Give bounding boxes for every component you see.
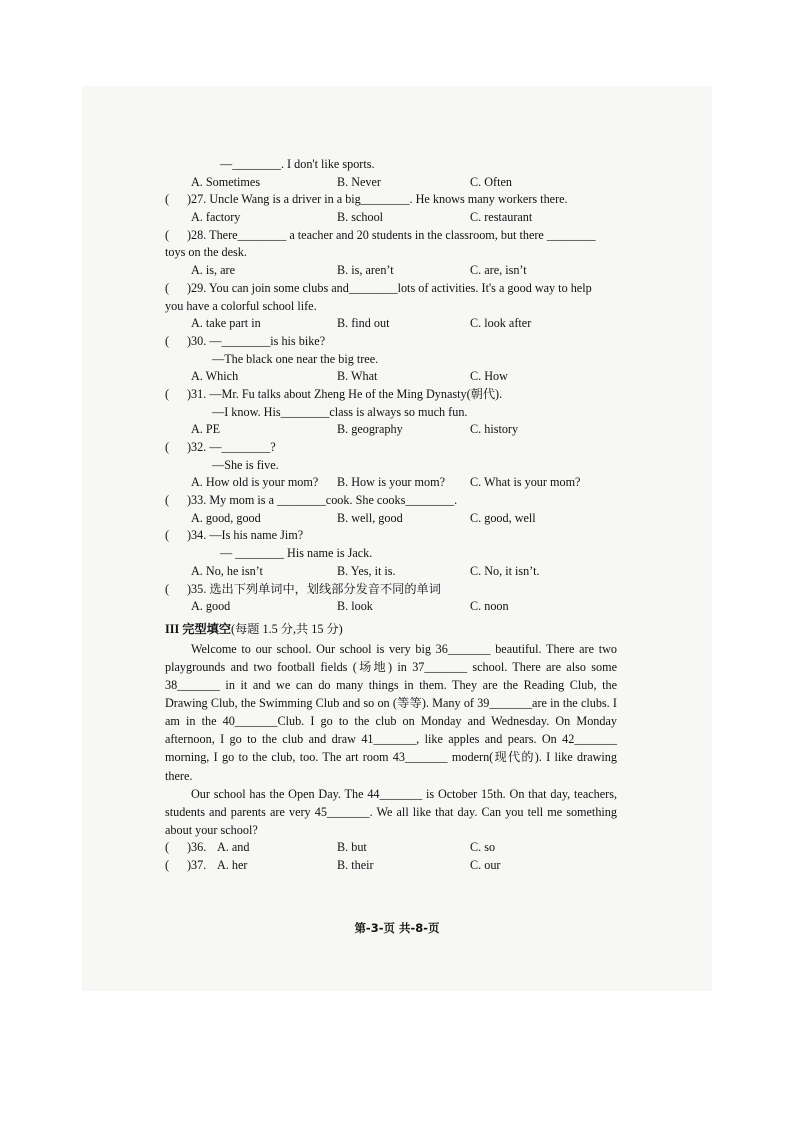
option-b[interactable]: B. their bbox=[337, 857, 374, 872]
option-a[interactable]: A. is, are bbox=[191, 263, 235, 278]
options-row bbox=[165, 510, 617, 528]
options-row bbox=[165, 563, 617, 581]
question-30: ( )30. —________is his bike? bbox=[165, 333, 326, 348]
question-line: —I know. His________class is always so much fun. bbox=[212, 404, 468, 419]
option-c[interactable]: C. What is your mom? bbox=[470, 475, 581, 490]
option-c[interactable]: C. so bbox=[470, 839, 496, 854]
option-c[interactable]: C. How bbox=[470, 369, 508, 384]
option-c[interactable]: C. are, isn’t bbox=[470, 263, 527, 278]
question-line: — ________ His name is Jack. bbox=[220, 546, 373, 561]
option-b[interactable]: B. school bbox=[337, 210, 384, 225]
options-row bbox=[165, 598, 617, 616]
question-37: ( )37. A. her B. their C. our bbox=[165, 857, 617, 875]
option-b[interactable]: B. Yes, it is. bbox=[337, 563, 396, 578]
question-line: —The black one near the big tree. bbox=[212, 351, 379, 366]
option-a[interactable]: A. take part in bbox=[191, 316, 261, 331]
worksheet-content bbox=[165, 156, 617, 874]
option-c[interactable]: C. Often bbox=[470, 174, 512, 189]
option-b[interactable]: B. well, good bbox=[337, 510, 403, 525]
section-title: III 完型填空(每题 1.5 分,共 15 分) bbox=[165, 621, 343, 636]
question-32: ( )32. —________? bbox=[165, 440, 276, 454]
options-row bbox=[165, 368, 617, 386]
option-c[interactable]: C. restaurant bbox=[470, 210, 533, 225]
question-36: ( )36. A. and B. but C. so bbox=[165, 839, 617, 857]
options-row bbox=[165, 262, 617, 280]
option-a[interactable]: A. Sometimes bbox=[191, 174, 261, 189]
option-b[interactable]: B. is, aren’t bbox=[337, 263, 394, 278]
question-line: —________. I don't like sports. bbox=[220, 157, 375, 171]
options-row bbox=[165, 421, 617, 439]
page-footer: 第-3-页 共-8-页 bbox=[354, 921, 440, 935]
option-a[interactable]: A. No, he isn’t bbox=[191, 563, 263, 578]
option-a[interactable]: A. good, good bbox=[191, 510, 261, 525]
option-c[interactable]: C. history bbox=[470, 422, 519, 437]
question-35: ( )35. 选出下列单词中，划线部分发音不同的单词 bbox=[165, 581, 441, 596]
options-row bbox=[165, 209, 617, 227]
cloze-paragraph: Welcome to our school. Our school is very big 36_______ beautiful. There are two playgrounds and two football fields (场地) in 37_______ school. There are also some 38_______ in it and we can do many things in them. They are the Reading Club, the Drawing Club, the Swimming Club and so on (等等). Many of 39_______are in the clubs. I am in the 40_______Club. I go to the club on Monday and Wednesday. On Monday afternoon, I go to the club and draw 41_______, like apples and pears. On 42_______ morning, I go to the club, too. The art room 43_______ modern(现代的). I like drawing there. bbox=[165, 641, 617, 783]
option-b[interactable]: B. geography bbox=[337, 422, 403, 437]
option-a[interactable]: A. and bbox=[217, 839, 250, 854]
question-27: ( )27. Uncle Wang is a driver in a big________. He knows many workers there. bbox=[165, 192, 568, 207]
option-a[interactable]: A. her bbox=[217, 857, 248, 872]
question-line: toys on the desk. bbox=[165, 245, 247, 260]
options-row bbox=[165, 474, 617, 492]
question-31: ( )31. —Mr. Fu talks about Zheng He of the Ming Dynasty(朝代). bbox=[165, 386, 503, 401]
option-a[interactable]: A. Which bbox=[191, 369, 239, 384]
option-c[interactable]: C. look after bbox=[470, 316, 532, 331]
option-a[interactable]: A. good bbox=[191, 599, 231, 614]
cloze-paragraph: Our school has the Open Day. The 44_______ is October 15th. On that day, teachers, students and parents are very 45_______. We all like that day. Can you tell me something about your school? bbox=[165, 786, 617, 837]
option-c[interactable]: C. our bbox=[470, 857, 501, 872]
question-line: you have a colorful school life. bbox=[165, 298, 317, 313]
question-29: ( )29. You can join some clubs and________lots of activities. It's a good way to help bbox=[165, 280, 592, 295]
options-row bbox=[165, 315, 617, 333]
option-b[interactable]: B. find out bbox=[337, 316, 390, 331]
option-b[interactable]: B. Never bbox=[337, 174, 381, 189]
question-line: —She is five. bbox=[212, 457, 279, 472]
options-row bbox=[165, 174, 617, 192]
option-c[interactable]: C. No, it isn’t. bbox=[470, 563, 540, 578]
option-b[interactable]: B. What bbox=[337, 369, 378, 384]
option-a[interactable]: A. How old is your mom? bbox=[191, 475, 319, 490]
option-a[interactable]: A. PE bbox=[191, 422, 221, 437]
option-b[interactable]: B. but bbox=[337, 839, 367, 854]
option-b[interactable]: B. look bbox=[337, 599, 373, 614]
question-34: ( )34. —Is his name Jim? bbox=[165, 528, 304, 543]
question-33: ( )33. My mom is a ________cook. She cooks________. bbox=[165, 493, 458, 508]
option-c[interactable]: C. good, well bbox=[470, 510, 536, 525]
question-28: ( )28. There________ a teacher and 20 students in the classroom, but there ________ bbox=[165, 227, 596, 242]
option-a[interactable]: A. factory bbox=[191, 210, 241, 225]
option-c[interactable]: C. noon bbox=[470, 599, 509, 614]
option-b[interactable]: B. How is your mom? bbox=[337, 475, 445, 490]
